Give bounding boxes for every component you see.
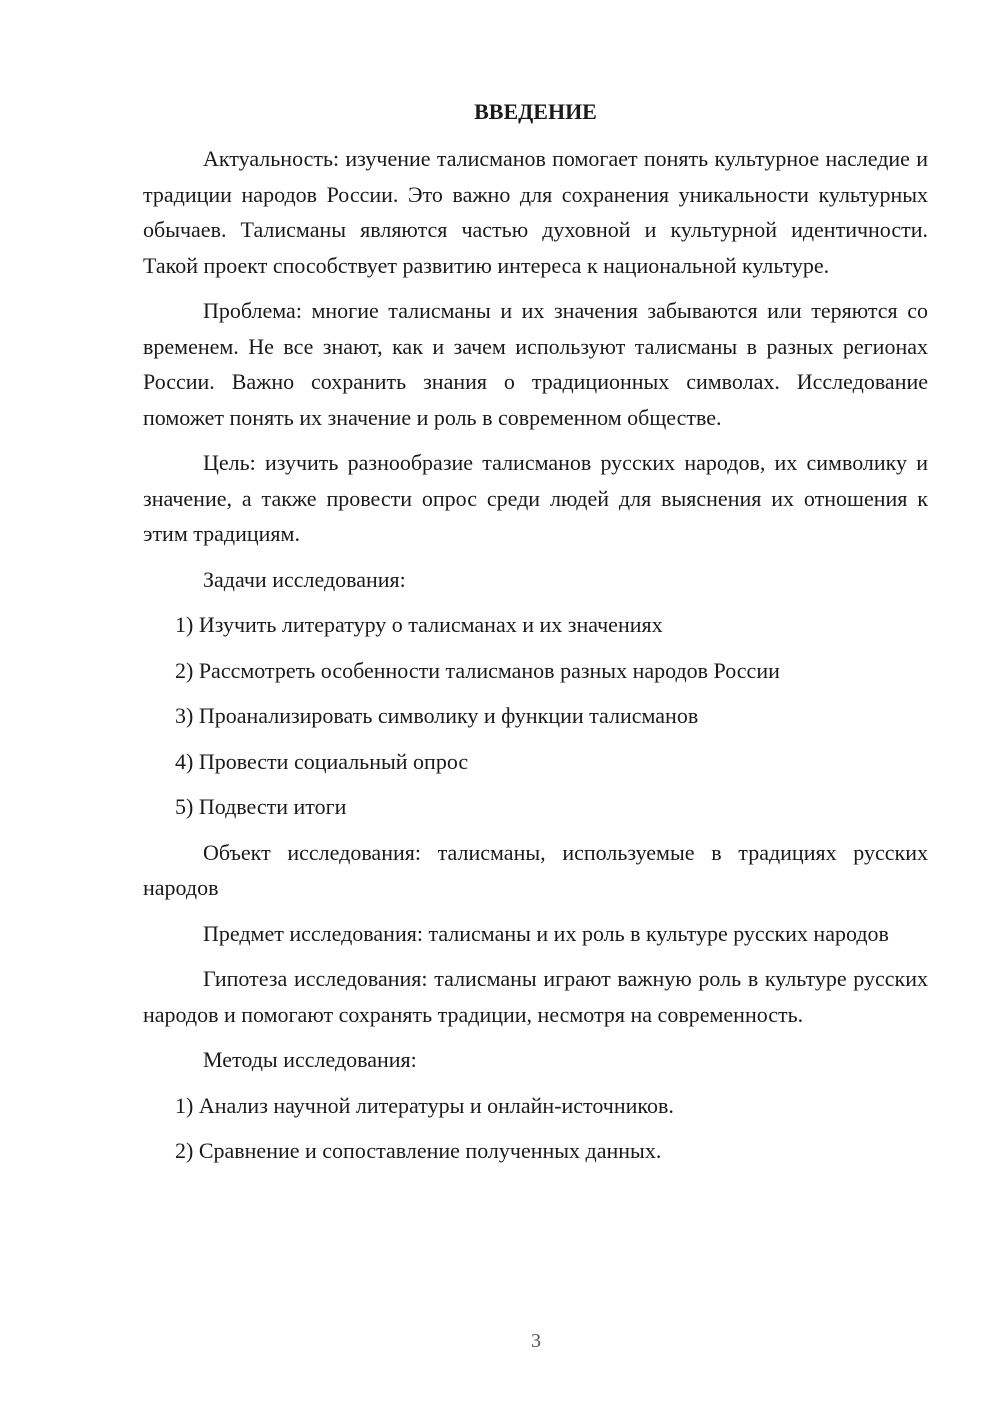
hypothesis-paragraph: Гипотеза исследования: талисманы играют важную роль в культуре русских народов и помогают сохранять традиции, несмотря на современность. bbox=[143, 966, 928, 1027]
problem-paragraph: Проблема: многие талисманы и их значения забываются или теряются со временем. Не все знают, как и зачем используют талисманы в разных регионах России. Важно сохранить знания о традиционных символах. Исследование поможет понять их значение и роль в современном обществе. bbox=[143, 298, 928, 430]
methods-heading: Методы исследования: bbox=[203, 1047, 417, 1072]
relevance-paragraph: Актуальность: изучение талисманов помогает понять культурное наследие и традиции народов России. Это важно для сохранения уникальности культурных обычаев. Талисманы являются частью духовной и культурной идентичности. Такой проект способствует развитию интереса к национальной культуре. bbox=[143, 146, 928, 278]
page-number: 3 bbox=[531, 1330, 541, 1352]
page-content bbox=[143, 94, 928, 1179]
methods-list bbox=[143, 1088, 928, 1169]
subject-paragraph: Предмет исследования: талисманы и их роль в культуре русских народов bbox=[203, 920, 889, 946]
tasks-list bbox=[143, 607, 928, 825]
list-item: 1) Изучить литературу о талисманах и их значениях bbox=[175, 612, 663, 637]
list-item: 2) Рассмотреть особенности талисманов разных народов России bbox=[175, 657, 780, 683]
list-item: 4) Провести социальный опрос bbox=[175, 748, 469, 774]
list-item: 3) Проанализировать символику и функции талисманов bbox=[175, 703, 699, 728]
goal-paragraph: Цель: изучить разнообразие талисманов русских народов, их символику и значение, а также провести опрос среди людей для выяснения их отношения к этим традициям. bbox=[143, 450, 928, 546]
list-item: 5) Подвести итоги bbox=[175, 794, 347, 819]
page-title: ВВЕДЕНИЕ bbox=[474, 99, 597, 124]
list-item: 1) Анализ научной литературы и онлайн-источников. bbox=[175, 1092, 674, 1118]
tasks-heading: Задачи исследования: bbox=[203, 566, 406, 592]
object-paragraph: Объект исследования: талисманы, используемые в традициях русских народов bbox=[143, 839, 928, 900]
list-item: 2) Сравнение и сопоставление полученных данных. bbox=[175, 1138, 662, 1163]
